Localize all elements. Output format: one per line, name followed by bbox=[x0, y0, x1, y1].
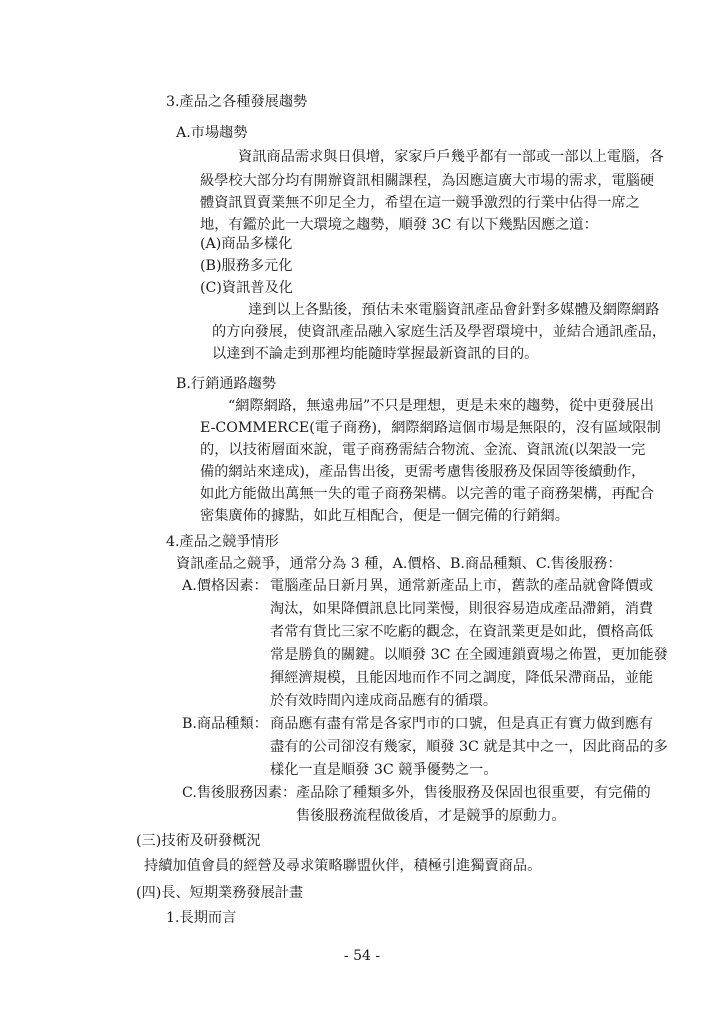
paragraph-line: 達到以上各點後，預估未來電腦資訊產品會針對多媒體及網際網路 bbox=[248, 302, 660, 318]
paragraph-line: 的，以技術層面來說，電子商務需結合物流、金流、資訊流(以架設一完 bbox=[200, 442, 646, 458]
paragraph-line: 淘汰，如果降價訊息比同業慢，則很容易造成產品滯銷，消費 bbox=[270, 601, 654, 617]
price-factor-label: A.價格因素： bbox=[182, 578, 268, 594]
competition-intro: 資訊產品之競爭，通常分為 3 種，A.價格、B.商品種類、C.售後服務： bbox=[176, 556, 622, 572]
paragraph-line: 於有效時間內達成商品應有的循環。 bbox=[270, 693, 498, 709]
paragraph-line: 的方向發展，使資訊產品融入家庭生活及學習環境中，並結合通訊產品， bbox=[212, 324, 667, 340]
paragraph-line: “網際網路，無遠弗屆”不只是理想，更是未來的趨勢，從中更發展出 bbox=[228, 398, 654, 414]
paragraph-line: 售後服務流程做後盾，才是競爭的原動力。 bbox=[296, 808, 566, 824]
paragraph-line: E-COMMERCE(電子商務)，網際網路這個市場是無限的，沒有區域限制 bbox=[200, 420, 661, 436]
paragraph-line: 產品除了種類多外，售後服務及保固也很重要，有完備的 bbox=[296, 785, 651, 801]
paragraph-line: 如此方能做出萬無一失的電子商務架構。以完善的電子商務架構，再配合 bbox=[200, 486, 655, 502]
paragraph-line: 電腦產品日新月異，通常新產品上市，舊款的產品就會降價或 bbox=[270, 578, 654, 594]
market-trend-heading: A.市場趨勢 bbox=[176, 125, 248, 141]
section-4-heading: 4.產品之競爭情形 bbox=[166, 534, 279, 550]
paragraph-line: 者常有貨比三家不吃虧的觀念，在資訊業更是如此，價格高低 bbox=[270, 624, 654, 640]
paragraph-line: 樣化一直是順發 3C 競爭優勢之一。 bbox=[270, 762, 498, 778]
paragraph-line: 資訊商品需求與日俱增，家家戶戶幾乎都有一部或一部以上電腦，各 bbox=[238, 149, 664, 165]
section-3-heading: 3.產品之各種發展趨勢 bbox=[166, 94, 308, 110]
after-sales-label: C.售後服務因素： bbox=[182, 785, 297, 801]
paragraph-line: 商品應有盡有常是各家門市的口號，但是真正有實力做到應有 bbox=[270, 716, 654, 732]
channel-trend-heading: B.行銷通路趨勢 bbox=[176, 376, 277, 392]
paragraph-line: 備的網站來達成)，產品售出後，更需考慮售後服務及保固等後續動作， bbox=[200, 464, 646, 480]
paragraph-line: 常是勝負的關鍵。以順發 3C 在全國連鎖賣場之佈置，更加能發 bbox=[270, 647, 668, 663]
plan-subheading: 1.長期而言 bbox=[166, 910, 237, 926]
tech-heading: (三)技術及研發概況 bbox=[136, 833, 261, 849]
paragraph-line: 密集廣佈的據點，如此互相配合，便是一個完備的行銷網。 bbox=[200, 508, 569, 524]
product-type-label: B.商品種類： bbox=[182, 716, 268, 732]
paragraph-line: 體資訊買賣業無不卯足全力，希望在這一競爭激烈的行業中佔得一席之 bbox=[200, 195, 640, 211]
list-item: (C)資訊普及化 bbox=[200, 280, 293, 296]
paragraph-line: 揮經濟規模，且能因地而作不同之調度，降低呆滯商品，並能 bbox=[270, 670, 654, 686]
paragraph-line: 盡有的公司卻沒有幾家，順發 3C 就是其中之一，因此商品的多 bbox=[270, 739, 668, 755]
paragraph-line: 級學校大部分均有開辦資訊相關課程，為因應這廣大市場的需求，電腦硬 bbox=[200, 173, 655, 189]
plan-heading: (四)長、短期業務發展計畫 bbox=[136, 885, 304, 901]
paragraph-line: 以達到不論走到那裡均能隨時掌握最新資訊的目的。 bbox=[212, 346, 539, 362]
tech-text: 持續加值會員的經營及尋求策略聯盟伙伴，積極引進獨賣商品。 bbox=[144, 858, 542, 874]
page-number: - 54 - bbox=[343, 948, 381, 964]
paragraph-line: 地，有鑑於此一大環境之趨勢，順發 3C 有以下幾點因應之道： bbox=[200, 217, 598, 233]
list-item: (A)商品多樣化 bbox=[200, 236, 293, 252]
list-item: (B)服務多元化 bbox=[200, 258, 293, 274]
